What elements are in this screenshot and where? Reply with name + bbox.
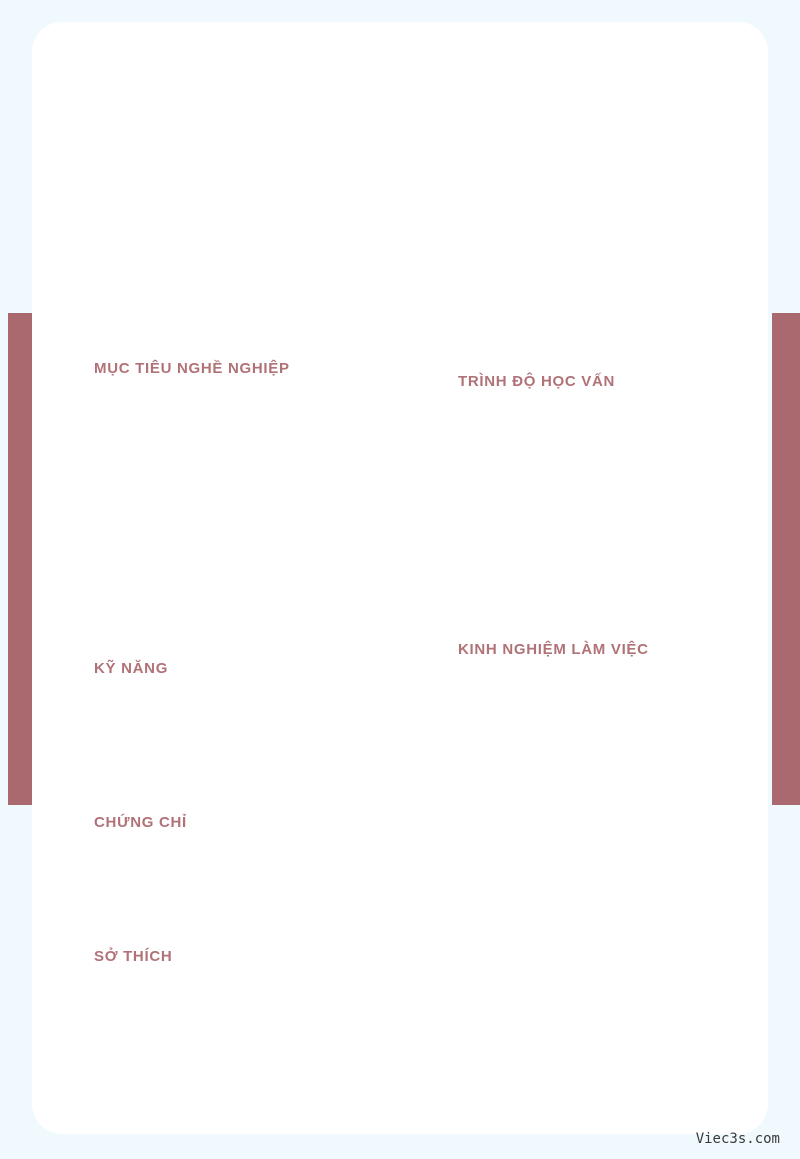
section-title-hobbies: SỞ THÍCH (85, 946, 181, 968)
section-title-certificates: CHỨNG CHỈ (85, 812, 196, 834)
section-title-education: TRÌNH ĐỘ HỌC VẤN (449, 371, 624, 393)
section-title-objective: MỤC TIÊU NGHỀ NGHIỆP (85, 358, 299, 380)
section-title-skills: KỸ NĂNG (85, 658, 177, 680)
decorative-bar-right (772, 313, 800, 805)
watermark: Viec3s.com (695, 1131, 780, 1147)
section-title-experience: KINH NGHIỆM LÀM VIỆC (449, 639, 658, 661)
